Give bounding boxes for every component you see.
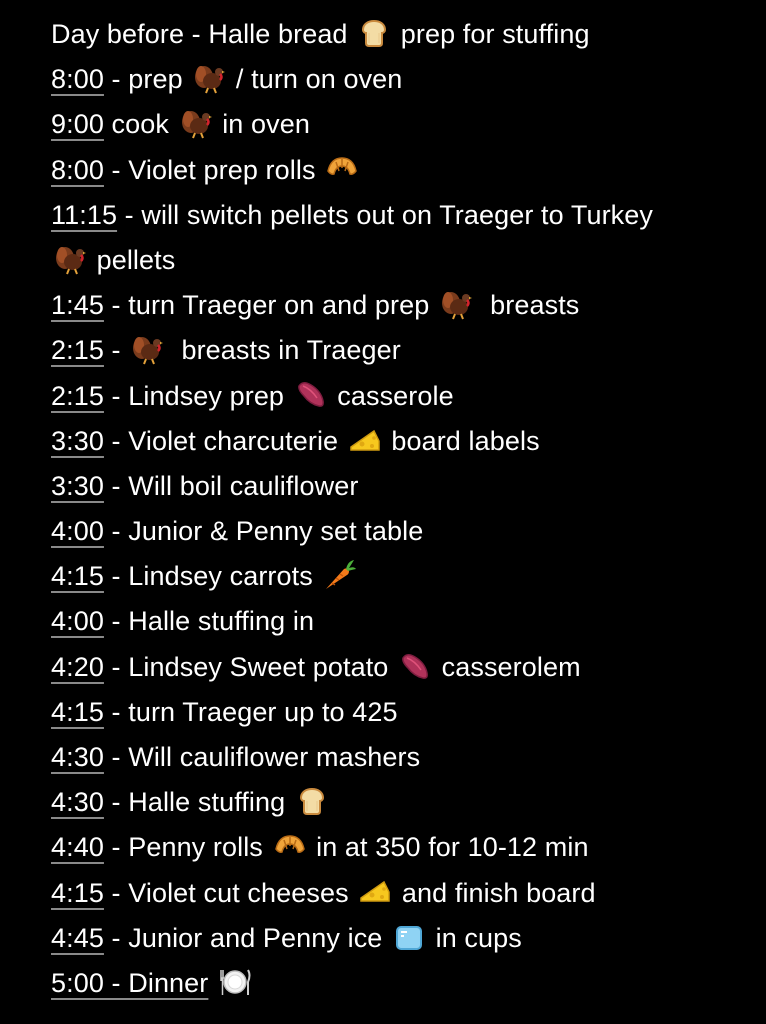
sweet-potato-icon — [398, 649, 432, 683]
line-text: prep for stuffing — [393, 19, 590, 49]
line-text: - — [103, 335, 129, 366]
line-text: breasts — [474, 290, 580, 321]
line-text: board labels — [383, 425, 540, 456]
note-line — [51, 419, 741, 464]
note-line — [51, 554, 741, 599]
time-link[interactable]: 4:00 — [51, 516, 104, 547]
note-line — [51, 374, 741, 419]
line-text: - Halle stuffing — [103, 787, 293, 818]
line-text: cook — [103, 109, 177, 140]
turkey-icon — [179, 106, 213, 140]
note-line — [51, 57, 741, 102]
line-text: / turn on oven — [228, 64, 403, 95]
time-link[interactable]: 1:45 — [51, 290, 104, 321]
line-text: - Violet prep rolls — [103, 154, 324, 185]
time-link[interactable]: 8:00 — [51, 154, 104, 185]
turkey-icon — [130, 332, 164, 366]
note-line — [51, 193, 741, 238]
sweet-potato-icon — [294, 377, 328, 411]
time-link[interactable]: 4:20 — [51, 651, 104, 682]
note-line — [51, 916, 741, 961]
time-link[interactable]: 4:15 — [51, 561, 104, 592]
line-text: - turn Traeger up to 425 — [103, 696, 398, 727]
time-link[interactable]: 2:15 — [51, 335, 104, 366]
note-line — [51, 735, 741, 780]
line-text: - Lindsey prep — [103, 380, 292, 411]
time-link[interactable]: 4:40 — [51, 832, 104, 863]
line-text: casserolem — [434, 651, 581, 682]
line-text: - Lindsey carrots — [103, 561, 321, 592]
turkey-icon — [192, 61, 226, 95]
note-line — [51, 780, 741, 825]
time-link[interactable]: 3:30 — [51, 470, 104, 501]
time-link[interactable]: 5:00 - Dinner — [51, 967, 209, 998]
cheese-icon — [348, 423, 382, 457]
note-line — [51, 690, 741, 735]
time-link[interactable]: 4:30 — [51, 787, 104, 818]
line-text: breasts in Traeger — [166, 335, 401, 366]
time-link[interactable]: 8:00 — [51, 64, 104, 95]
line-text: - Will boil cauliflower — [103, 470, 359, 501]
line-text: - Violet charcuterie — [103, 425, 346, 456]
note-line — [51, 102, 741, 147]
note-line — [51, 283, 741, 328]
time-link[interactable]: 4:15 — [51, 877, 104, 908]
line-text: - Junior and Penny ice — [103, 922, 391, 953]
note-line — [51, 238, 741, 283]
line-text: Day before - Halle bread — [51, 19, 356, 49]
note-line — [51, 328, 741, 373]
time-link[interactable]: 4:45 — [51, 922, 104, 953]
line-text: - Lindsey Sweet potato — [103, 651, 397, 682]
note-line — [51, 871, 741, 916]
note-line — [51, 509, 741, 554]
line-text: - Halle stuffing in — [103, 606, 315, 637]
line-text: - Will cauliflower mashers — [103, 742, 421, 772]
bread-icon — [357, 16, 391, 50]
carrot-icon — [322, 558, 356, 592]
line-text — [208, 968, 216, 998]
line-text: in oven — [214, 109, 310, 140]
time-link[interactable]: 4:15 — [51, 696, 104, 727]
line-text: - Violet cut cheeses — [103, 877, 357, 908]
note-line — [51, 645, 741, 690]
line-text: in at 350 for 10-12 min — [308, 832, 589, 863]
line-text: and finish board — [394, 877, 596, 908]
bread-icon — [295, 784, 329, 818]
croissant-icon — [325, 151, 359, 185]
time-link[interactable]: 11:15 — [51, 199, 118, 230]
plate-icon — [218, 965, 252, 999]
line-text: in cups — [428, 922, 522, 953]
line-text: - Junior & Penny set table — [103, 516, 424, 547]
line-text: - will switch pellets out on Traeger to Turkey — [117, 199, 653, 230]
cheese-icon — [358, 874, 392, 908]
note-line — [51, 825, 741, 870]
note-body[interactable] — [51, 12, 741, 1006]
croissant-icon — [273, 829, 307, 863]
line-text: - prep — [103, 64, 191, 95]
note-line — [51, 961, 741, 1006]
line-text: pellets — [89, 244, 176, 275]
time-link[interactable]: 2:15 — [51, 380, 104, 411]
note-line — [51, 464, 741, 509]
note-line — [51, 12, 741, 57]
ice-icon — [392, 920, 426, 954]
time-link[interactable]: 3:30 — [51, 425, 104, 456]
turkey-icon — [53, 242, 87, 276]
time-link[interactable]: 4:30 — [51, 742, 104, 772]
turkey-icon — [439, 287, 473, 321]
line-text: - Penny rolls — [103, 832, 271, 863]
time-link[interactable]: 4:00 — [51, 606, 104, 637]
line-text: casserole — [329, 380, 454, 411]
time-link[interactable]: 9:00 — [51, 109, 104, 140]
line-text: - turn Traeger on and prep — [103, 290, 437, 321]
note-line — [51, 148, 741, 193]
note-line — [51, 599, 741, 644]
